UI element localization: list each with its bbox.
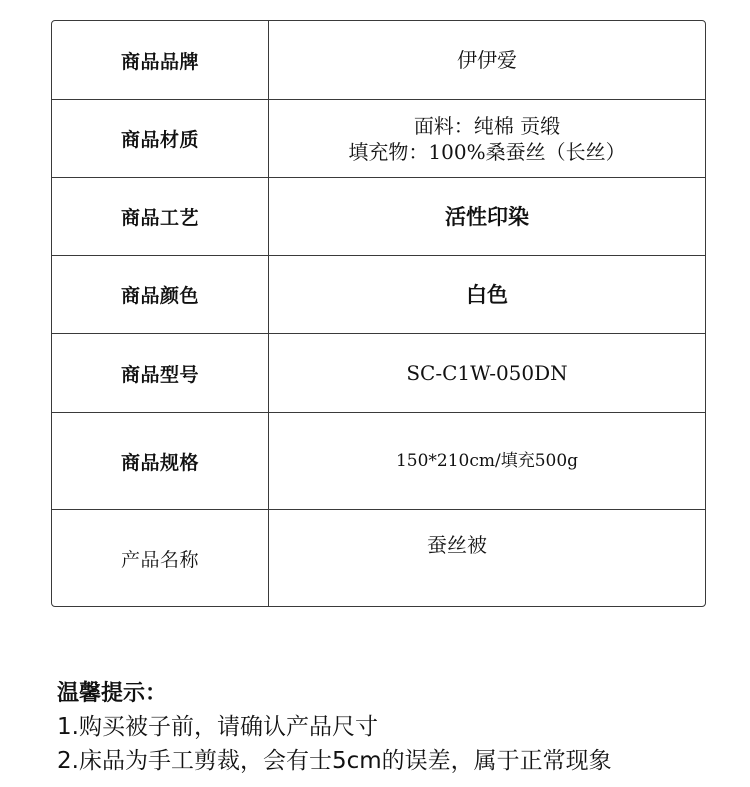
model-value: SC-C1W-050DN [406,361,568,385]
spec-row-craft [52,177,705,255]
brand-value: 伊伊爱 [457,48,517,72]
spec-value [269,21,705,99]
tips-line: 1.购买被子前，请确认产品尺寸 [57,714,378,740]
spec-row-color [52,255,705,333]
spec-row-brand [52,21,705,99]
spec-label: 商品规格 [52,413,269,509]
spec-label: 产品名称 [52,510,269,606]
spec-value [269,334,705,412]
spec-row-name [52,509,705,606]
spec-row-model [52,333,705,412]
spec-value [269,256,705,333]
spec-value [269,100,705,177]
spec-value [269,510,705,606]
spec-value [269,178,705,255]
spec-row-size [52,412,705,509]
tips-title: 温馨提示： [57,681,168,706]
spec-label: 商品工艺 [52,178,269,255]
name-value: 蚕丝被 [427,533,487,557]
craft-value: 活性印染 [445,203,529,229]
spec-label: 商品型号 [52,334,269,412]
spec-label: 商品品牌 [52,21,269,99]
spec-label: 商品颜色 [52,256,269,333]
product-spec-table [51,20,706,607]
material-filling-value: 填充物：100%桑蚕丝（长丝） [348,139,626,164]
spec-value [269,413,705,509]
tips-line: 2.床品为手工剪裁，会有士5cm的误差，属于正常现象 [57,748,612,774]
material-fabric-value: 面料：纯棉 贡缎 [413,113,561,138]
color-value: 白色 [466,281,508,307]
size-value: 150*210cm/填充500g [395,451,579,471]
warm-tips [57,678,737,778]
spec-label: 商品材质 [52,100,269,177]
spec-row-material [52,99,705,177]
